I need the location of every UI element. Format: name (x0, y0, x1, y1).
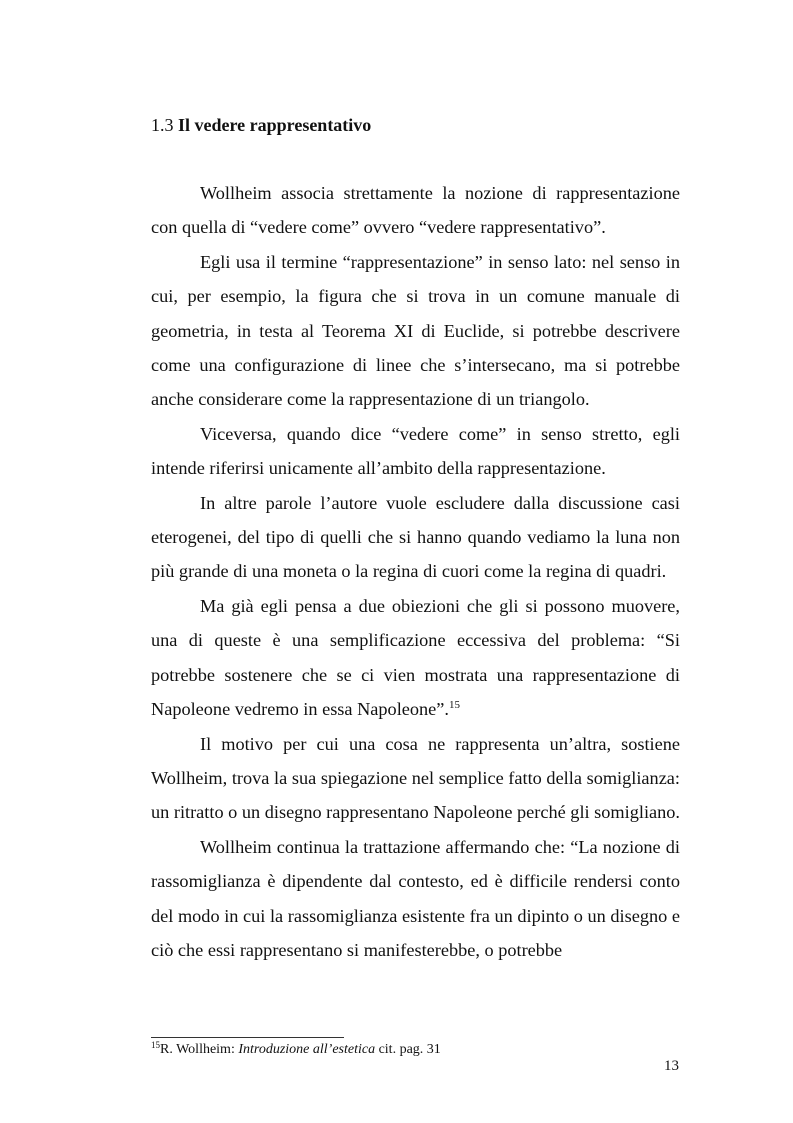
section-title: Il vedere rappresentativo (178, 115, 372, 135)
paragraph: Wollheim associa strettamente la nozione di rappresentazione con quella di “vedere come” ovvero “vedere rappresentativo”. (151, 183, 680, 238)
body-text (151, 176, 680, 967)
paragraph (151, 589, 680, 727)
footnote-reference[interactable]: 15 (448, 699, 460, 712)
section-heading (151, 115, 371, 136)
paragraph: In altre parole l’autore vuole escludere dalla discussione casi eterogenei, del tipo di quelli che si hanno quando vediamo la luna non più grande di una moneta o la regina di cuori come la regina di quadri. (151, 492, 680, 582)
footnote-author: R. Wollheim: (160, 1042, 239, 1057)
paragraph: Il motivo per cui una cosa ne rappresenta un’altra, sostiene Wollheim, trova la sua spiegazione nel semplice fatto della somiglianza: un ritratto o un disegno rappresentano Napoleone perché gli somigliano. (151, 733, 680, 823)
footnote-citation: cit. pag. 31 (375, 1042, 441, 1057)
section-number: 1.3 (151, 115, 174, 135)
paragraph: Wollheim continua la trattazione affermando che: “La nozione di rassomiglianza è dipendente dal contesto, ed è difficile rendersi conto del modo in cui la rassomiglianza esistente fra un dipinto o un disegno e ciò che essi rappresentano si manifesterebbe, o potrebbe (151, 836, 680, 960)
page-number: 13 (664, 1058, 679, 1074)
paragraph-text: Ma già egli pensa a due obiezioni che gli si possono muovere, una di queste è una semplificazione eccessiva del problema: “Si potrebbe sostenere che se ci vien mostrata una rappresentazione di Napoleone vedremo in essa Napoleone”. (151, 595, 680, 720)
footnote-divider (151, 1037, 344, 1038)
footnote-work-title: Introduzione all’estetica (238, 1042, 376, 1057)
footnote-mark: 15 (151, 1040, 160, 1050)
paragraph: Egli usa il termine “rappresentazione” in senso lato: nel senso in cui, per esempio, la figura che si trova in un comune manuale di geometria, in testa al Teorema XI di Euclide, si potrebbe descrivere come una configurazione di linee che s’intersecano, ma si potrebbe anche considerare come la rappresentazione di un triangolo. (151, 251, 680, 410)
footnote (151, 1042, 441, 1058)
paragraph: Viceversa, quando dice “vedere come” in senso stretto, egli intende riferirsi unicamente all’ambito della rappresentazione. (151, 423, 680, 479)
